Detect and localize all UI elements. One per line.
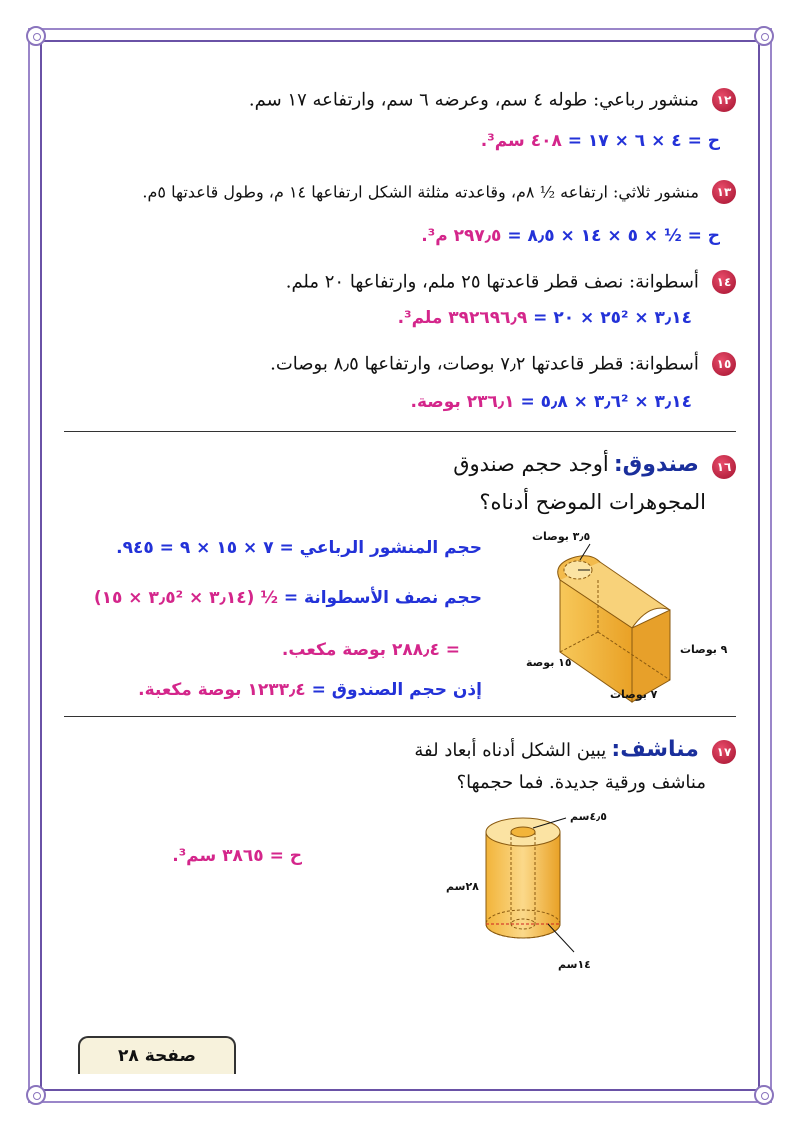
problem-text: أسطوانة: نصف قطر قاعدتها ٢٥ ملم، وارتفاعها ٢٠ ملم. [285,271,699,293]
problem-number: ١٢ [712,88,736,112]
problem-text: منشور ثلاثي: ارتفاعه ½ ٨م، وقاعدته مثلثة الشكل ارتفاعها ١٤ م، وطول قاعدتها ٥م. [142,182,699,202]
fig-radius-label: ٣٫٥ بوصات [532,530,591,543]
problem-keyword: مناشف: [611,737,699,762]
problem-number: ١٦ [712,455,736,479]
total-value: ١٢٣٣٫٤ بوصة مكعبة. [138,680,306,700]
corner-ornament [26,26,46,46]
problem-14 [286,270,736,294]
answer-expression: ح = ½ × ٥ × ١٤ × ٨٫٥ = [501,226,720,246]
towel-answer [172,846,302,866]
problem-number: ١٧ [712,740,736,764]
total-label: إذن حجم الصندوق = [305,680,482,700]
problem-12 [249,88,736,112]
problem-number: ١٣ [712,180,736,204]
answer-13: ح = ½ × ٥ × ١٤ × ٨٫٥ = ٢٩٧٫٥ م³. [421,226,720,246]
prism-label: حجم المنشور الرباعي = [273,538,482,558]
problem-text-line2: مناشف ورقية جديدة. فما حجمها؟ [456,772,706,793]
answer-result: ٤٠٨ سم [494,131,562,151]
answer-expression: ح = ٤ × ٦ × ١٧ = [561,131,720,151]
box-half-cylinder-volume [94,588,482,608]
answer-result: ٢٩٧٫٥ م [435,226,502,246]
problem-text: منشور رباعي: طوله ٤ سم، وعرضه ٦ سم، وارتفاعه ١٧ سم. [248,89,699,111]
section-divider [64,716,736,717]
jewelry-box-figure [520,540,720,710]
fig-length-label: ١٥ بوصة [526,656,572,669]
fig-roll-height-label: ٢٨سم [446,880,479,893]
corner-ornament [754,26,774,46]
answer-result: ٣٩٢٦٩٦٫٩ ملم [411,308,528,328]
towel-answer-value: ح = ٣٨٦٥ سم³. [172,846,302,866]
problem-number: ١٤ [712,270,736,294]
answer-expression: ٣٫١٤ × ٢٥² × ٢٠ = [527,308,692,328]
problem-17 [414,737,736,764]
problem-16 [453,452,736,479]
fig-width-label: ٧ بوصات [610,688,658,701]
answer-15: ٣٫١٤ × ٣٫٦² × ٥٫٨ = ٢٣٦٫١ بوصة. [410,392,692,412]
answer-expression: ٣٫١٤ × ٣٫٦² × ٥٫٨ = [514,392,692,412]
prism-value: ٧ × ١٥ × ٩ = ٩٤٥. [116,538,274,558]
problem-16-line2 [479,490,706,514]
fig-inner-radius-label: ٤٫٥سم [570,810,607,823]
half-label: حجم نصف الأسطوانة = [277,588,482,608]
box-half-cylinder-result: = ٢٨٨٫٤ بوصة مكعب. [281,640,460,660]
problem-text: أسطوانة: قطر قاعدتها ٧٫٢ بوصات، وارتفاعها ٨٫٥ بوصات. [270,353,699,375]
corner-ornament [26,1085,46,1105]
problem-text-line1: يبين الشكل أدناه أبعاد لفة [414,740,607,761]
corner-ornament [754,1085,774,1105]
box-total-volume [138,680,482,700]
fig-roll-diameter-label: ١٤سم [558,958,591,971]
towel-roll-figure [478,812,608,972]
answer-12: ح = ٤ × ٦ × ١٧ = ٤٠٨ سم³. [480,131,720,151]
problem-number: ١٥ [712,352,736,376]
problem-text-line2: المجوهرات الموضح أدناه؟ [479,490,706,514]
half-value: ½ (٣٫١٤ × ٣٫٥² × ١٥) [93,588,278,608]
section-divider [64,431,736,432]
problem-13 [142,180,736,204]
problem-text-line1: أوجد حجم صندوق [453,452,609,476]
problem-17-line2 [457,772,706,793]
fig-height-label: ٩ بوصات [680,643,728,656]
problem-keyword: صندوق: [613,452,699,477]
answer-result: ٢٣٦٫١ بوصة [417,392,515,412]
answer-14: ٣٫١٤ × ٢٥² × ٢٠ = ٣٩٢٦٩٦٫٩ ملم³. [397,308,692,328]
box-prism-volume [116,538,482,558]
page-number-tab: صفحة ٢٨ [78,1036,236,1074]
problem-15 [270,352,736,376]
